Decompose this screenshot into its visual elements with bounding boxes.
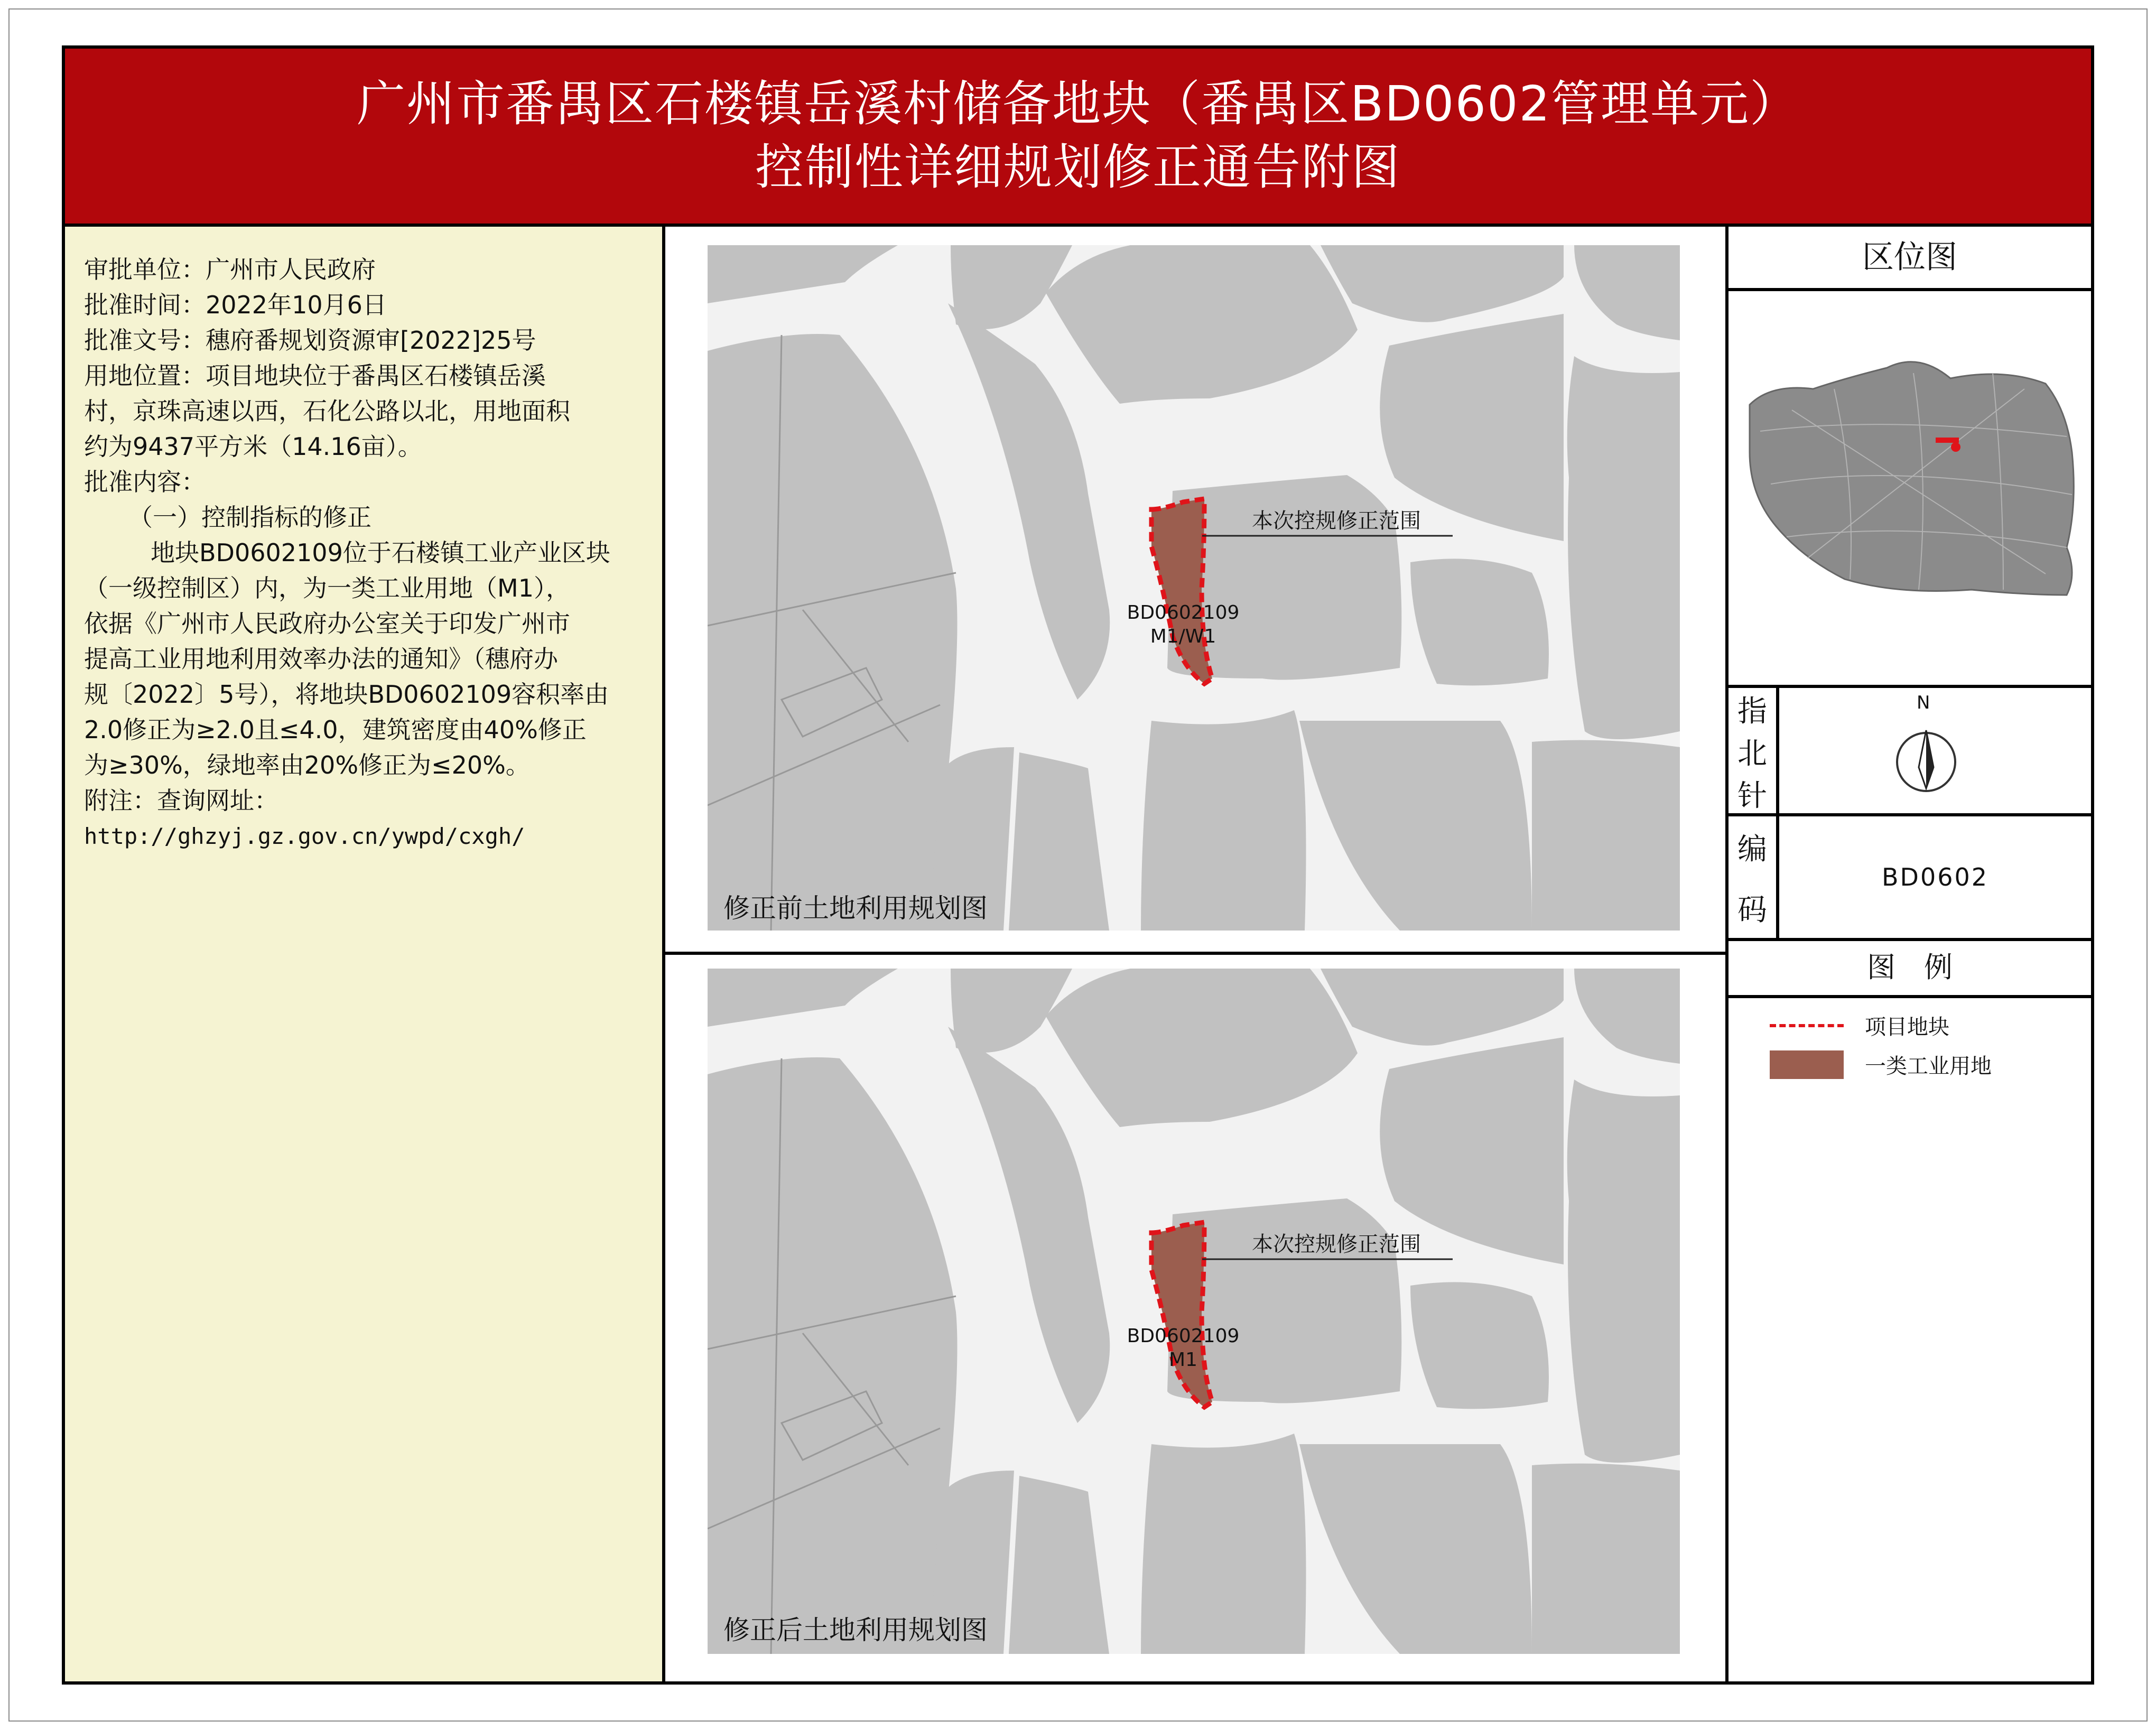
content-paragraph-line: 2.0修正为≥2.0且≤4.0，建筑密度由40%修正: [84, 715, 587, 744]
content-paragraph-line: （一级控制区）内，为一类工业用地（M1），: [84, 574, 570, 602]
content-paragraph-line: 地块BD0602109位于石楼镇工业产业区块: [151, 538, 610, 567]
land-use-map-before: [708, 245, 1680, 931]
map-after-revision[interactable]: [708, 969, 1680, 1654]
content-paragraph-line: 规〔2022〕5号），将地块BD0602109容积率由: [84, 680, 609, 709]
unit-code-value: BD0602: [1881, 863, 1989, 891]
north-letter: N: [1917, 692, 1930, 713]
approval-unit: 审批单位：广州市人民政府: [84, 255, 376, 284]
parcel-code-label: BD0602109: [1127, 602, 1240, 624]
district-location-map[interactable]: [1728, 347, 2088, 600]
title-banner: [65, 49, 2091, 227]
project-location-tag: [1936, 438, 1959, 443]
section-heading: （一）控制指标的修正: [128, 503, 371, 532]
land-location-line-2: 村，京珠高速以西，石化公路以北，用地面积: [84, 397, 570, 425]
label-char: 针: [1737, 779, 1767, 813]
map-after-caption: 修正后土地利用规划图: [723, 1615, 988, 1645]
title-line-2: 控制性详细规划修正通告附图: [755, 139, 1401, 196]
land-use-map-after: [708, 969, 1680, 1654]
label-char: 编: [1737, 832, 1767, 867]
north-arrow-cell: [1728, 688, 2091, 816]
land-use-code-label: M1: [1169, 1349, 1197, 1371]
map-before-revision[interactable]: [708, 245, 1680, 931]
legend-red-dashed-line: [1770, 1024, 1844, 1027]
location-map-title: 区位图: [1862, 239, 1957, 276]
unit-code-label: [1728, 816, 1779, 938]
legend-label: 一类工业用地: [1865, 1054, 1992, 1078]
sheet-frame: [62, 45, 2094, 1685]
approval-time: 批准时间：2022年10月6日: [84, 291, 387, 319]
legend-title: 图 例: [1867, 951, 1953, 984]
location-map-cell: [1728, 291, 2091, 688]
map-before-caption: 修正前土地利用规划图: [723, 893, 988, 924]
label-char: 码: [1737, 892, 1767, 927]
note-heading: 附注：查询网址：: [84, 786, 278, 815]
unit-code-cell: [1728, 816, 2091, 941]
title-line-1: 广州市番禺区石楼镇岳溪村储备地块（番禺区BD0602管理单元）: [356, 76, 1800, 132]
scope-label: 本次控规修正范围: [1252, 1232, 1421, 1257]
content-paragraph-line: 为≥30%，绿地率由20%修正为≤20%。: [84, 751, 530, 779]
label-char: 北: [1737, 737, 1767, 771]
district-shape: [1750, 362, 2074, 595]
map-divider: [665, 952, 1728, 955]
scope-label: 本次控规修正范围: [1252, 509, 1421, 533]
approval-info-panel: [65, 227, 665, 1681]
legend-brown-swatch: [1770, 1050, 1844, 1079]
land-location-line-3: 约为9437平方米（14.16亩）。: [84, 432, 422, 461]
legend-label: 项目地块: [1865, 1015, 1949, 1039]
approval-document-number: 批准文号：穗府番规划资源审[2022]25号: [84, 326, 536, 355]
legend-item-industrial-land: [1770, 1049, 1992, 1080]
legend-title-cell: [1728, 941, 2091, 998]
land-use-code-label: M1/W1: [1150, 626, 1216, 647]
legend-item-project-parcel: [1770, 1010, 1949, 1040]
parcel-code-label: BD0602109: [1127, 1325, 1240, 1347]
query-url-link[interactable]: http://ghzyj.gz.gov.cn/ywpd/cxgh/: [84, 823, 525, 849]
north-arrow-label: [1728, 688, 1779, 813]
land-location-line-1: 用地位置：项目地块位于番禺区石楼镇岳溪: [84, 361, 546, 390]
approval-content-heading: 批准内容：: [84, 468, 206, 496]
label-char: 指: [1737, 694, 1767, 729]
location-map-title-cell: [1728, 227, 2091, 291]
north-arrow-icon: [1889, 709, 1963, 799]
project-location-marker[interactable]: [1951, 442, 1960, 452]
approval-info-text: [84, 252, 649, 854]
content-paragraph-line: 提高工业用地利用效率办法的通知》（穗府办: [84, 645, 558, 673]
content-paragraph-line: 依据《广州市人民政府办公室关于印发广州市: [84, 609, 570, 638]
